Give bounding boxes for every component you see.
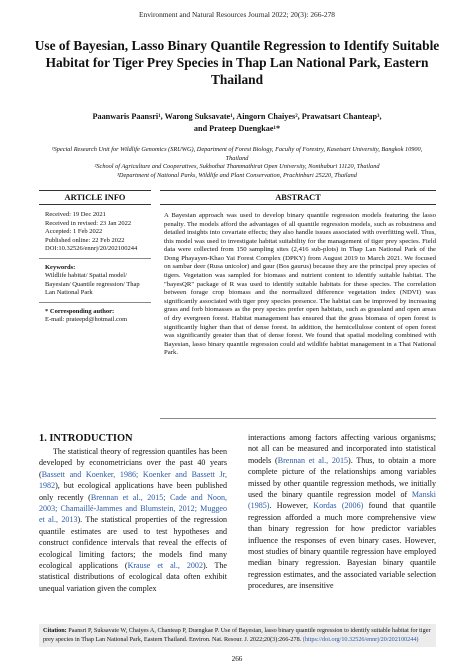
corresponding-author bbox=[39, 303, 151, 329]
introduction-heading: 1. INTRODUCTION bbox=[39, 433, 133, 444]
citation-link[interactable]: Bassett and Koenker, 1986; Koenker and Bassett Jr, 1982 bbox=[39, 469, 227, 491]
article-dates bbox=[39, 205, 151, 259]
page-number: 266 bbox=[231, 655, 243, 663]
intro-text: ). Thus, to obtain a more complete picture of the relationships among variables missed by other quantile regression methods, we initially used the binary quantile regression model of bbox=[248, 455, 436, 500]
keywords-block bbox=[39, 259, 151, 303]
abstract-heading: ABSTRACT bbox=[160, 190, 436, 205]
citation-link[interactable]: Krause et al., 2002 bbox=[127, 561, 203, 571]
intro-text: ), but ecological applications have been published only recently ( bbox=[39, 481, 227, 502]
intro-text: ). The statistical properties of the regression quantile estimates are used to test hypotheses and construct confidence intervals that reveal the effects of ecological limiting factors; the models find many ecological applications ( bbox=[39, 515, 227, 571]
abstract-panel bbox=[160, 190, 436, 358]
doi-text[interactable]: DOI:10.32526/ennrj/20/202100244 bbox=[45, 245, 138, 252]
body-column-left bbox=[39, 432, 227, 594]
journal-header: Environment and Natural Resources Journal 2022; 20(3): 266-278 bbox=[138, 10, 335, 19]
article-info-heading: ARTICLE INFO bbox=[39, 190, 151, 205]
affiliation-2: ²School of Agriculture and Cooperatives, Sukhothai Thammathirat Open University, Nonthaburi 11120, Thailand bbox=[94, 163, 380, 171]
affiliation-1: ¹Special Research Unit for Wildlife Genomics (SRUWG), Department of Forest Biology, Faculty of Forestry, Kasetsart University, Bangkok 10900, Thailand bbox=[51, 146, 423, 162]
revised-date: Received in revised: 23 Jan 2022 bbox=[45, 219, 132, 227]
intro-text: . However, bbox=[269, 501, 314, 511]
corresponding-email[interactable]: E-mail: prateepd@hotmail.com bbox=[45, 316, 128, 323]
keywords-label: Keywords: bbox=[45, 263, 76, 271]
intro-text: The statistical theory of regression quantiles has been developed by econometricians over the past 40 years ( bbox=[39, 447, 227, 479]
received-date: Received: 19 Dec 2021 bbox=[45, 211, 106, 218]
affiliation-3: ³Department of National Parks, Wildlife and Plant Conservation, Prachinburi 25220, Thailand bbox=[117, 171, 357, 179]
citation-link[interactable]: Kordas (2006) bbox=[313, 501, 364, 511]
citation-link[interactable]: Brennan et al., 2015; Cade and Noon, 2003; Chamaillé-Jammes and Blumstein, 2012; Muggeo et al., 2013 bbox=[39, 492, 228, 525]
authors-line-1: Paanwaris Paansri¹, Warong Suksavate¹, Aingorn Chaiyes², Prawatsart Chanteap³, bbox=[92, 112, 382, 121]
authors-line-2: and Prateep Duengkae¹* bbox=[193, 124, 281, 133]
intro-text: found that quantile regression afforded a much more comprehensive view than binary regression for how predictor variables influence the responses of even binary cases. However, most studies of binary quantile regression have employed median binary regression. Bayesian binary quantile regression estimates, and the associated variable selection procedures, are insensitive bbox=[248, 501, 436, 591]
citation-doi-link[interactable]: (https://doi.org/10.32526/ennrj/20/202100244) bbox=[302, 635, 419, 643]
paper-title: Use of Bayesian, Lasso Binary Quantile Regression to Identify Suitable Habitat for Tiger Prey Species in Thap Lan National Park, Eastern Thailand bbox=[34, 38, 440, 87]
intro-paragraph-right bbox=[248, 432, 436, 592]
corresponding-label: * Corresponding author: bbox=[45, 307, 115, 315]
citation-label: Citation: bbox=[43, 627, 67, 634]
citation-text: Paansri P, Suksavate W, Chaiyes A, Chanteap P, Duengkae P. Use of Bayesian, lasso binary quantile regression to identify suitable habitat for tiger prey species in Thap Lan National Park, Eastern Thailand. Environ. Nat. Resour. J. 2022;20(3):266-278. bbox=[43, 627, 431, 643]
intro-paragraph-left bbox=[39, 446, 227, 594]
abstract-divider bbox=[160, 418, 436, 419]
citation-link[interactable]: Manski (1985) bbox=[248, 490, 436, 511]
citation-link[interactable]: Brennan et al., 2015 bbox=[277, 455, 349, 465]
author-list bbox=[40, 111, 434, 135]
keywords-list: Wildlife habitat/ Spatial model/ Bayesian/ Quantile regression/ Thap Lan National Park bbox=[45, 272, 140, 296]
intro-text: interactions among factors affecting various organisms; not all can be measured and incorporated into statistical models ( bbox=[248, 433, 436, 465]
citation-box bbox=[39, 624, 436, 647]
intro-text: ). The statistical distributions of ecological data often exhibit unequal variation given the complex bbox=[39, 561, 228, 593]
abstract-text: A Bayesian approach was used to develop binary quantile regression models featuring the lasso penalty. The models afford the advantages of all quantile regression models, such as robustness and detailed insights into covariate effects; they also handle issues associated with overfitting well. Thus, this model was used to investigate habitat suitability for the management of tiger prey species. Field data were collected from 150 sampling sites (2,416 sub-plots) in Thap Lan National Park of the Dong Phayayen-Khao Yai Forest Complex (DPKY) from August 2019 to March 2021. We focused on sambar deer (Rusa unicolor) and gaur (Bos gaurus) because they are the principal prey species of tigers. Vegetation was sampled for biomass and nutrient content to identify suitable habitat. The "bayesQR" package of R was used to identify suitable habitats for these species. The correlation between forage crop biomass and the normalized difference vegetation index (NDVI) was significantly associated with tiger prey species presence. The habitat can be improved by increasing grass and forb biomasses as the prey species prefer open habitats, such as grassland and open areas of dry evergreen forest. Habitat management has ensured that the grass biomass of open forest is significantly higher than that of dense forest. In addition, the hemicellulose content of open forest was significantly greater than that of dense forest. We found that spatial modeling combined with Bayesian, lasso binary quantile regression could aid wildlife habitat management in a Thai National Park. bbox=[164, 212, 436, 357]
body-column-right bbox=[248, 432, 436, 592]
article-info-panel bbox=[39, 190, 151, 329]
affiliations bbox=[40, 146, 434, 180]
accepted-date: Accepted: 1 Feb 2022 bbox=[45, 228, 103, 235]
published-date: Published online: 22 Feb 2022 bbox=[45, 236, 125, 244]
